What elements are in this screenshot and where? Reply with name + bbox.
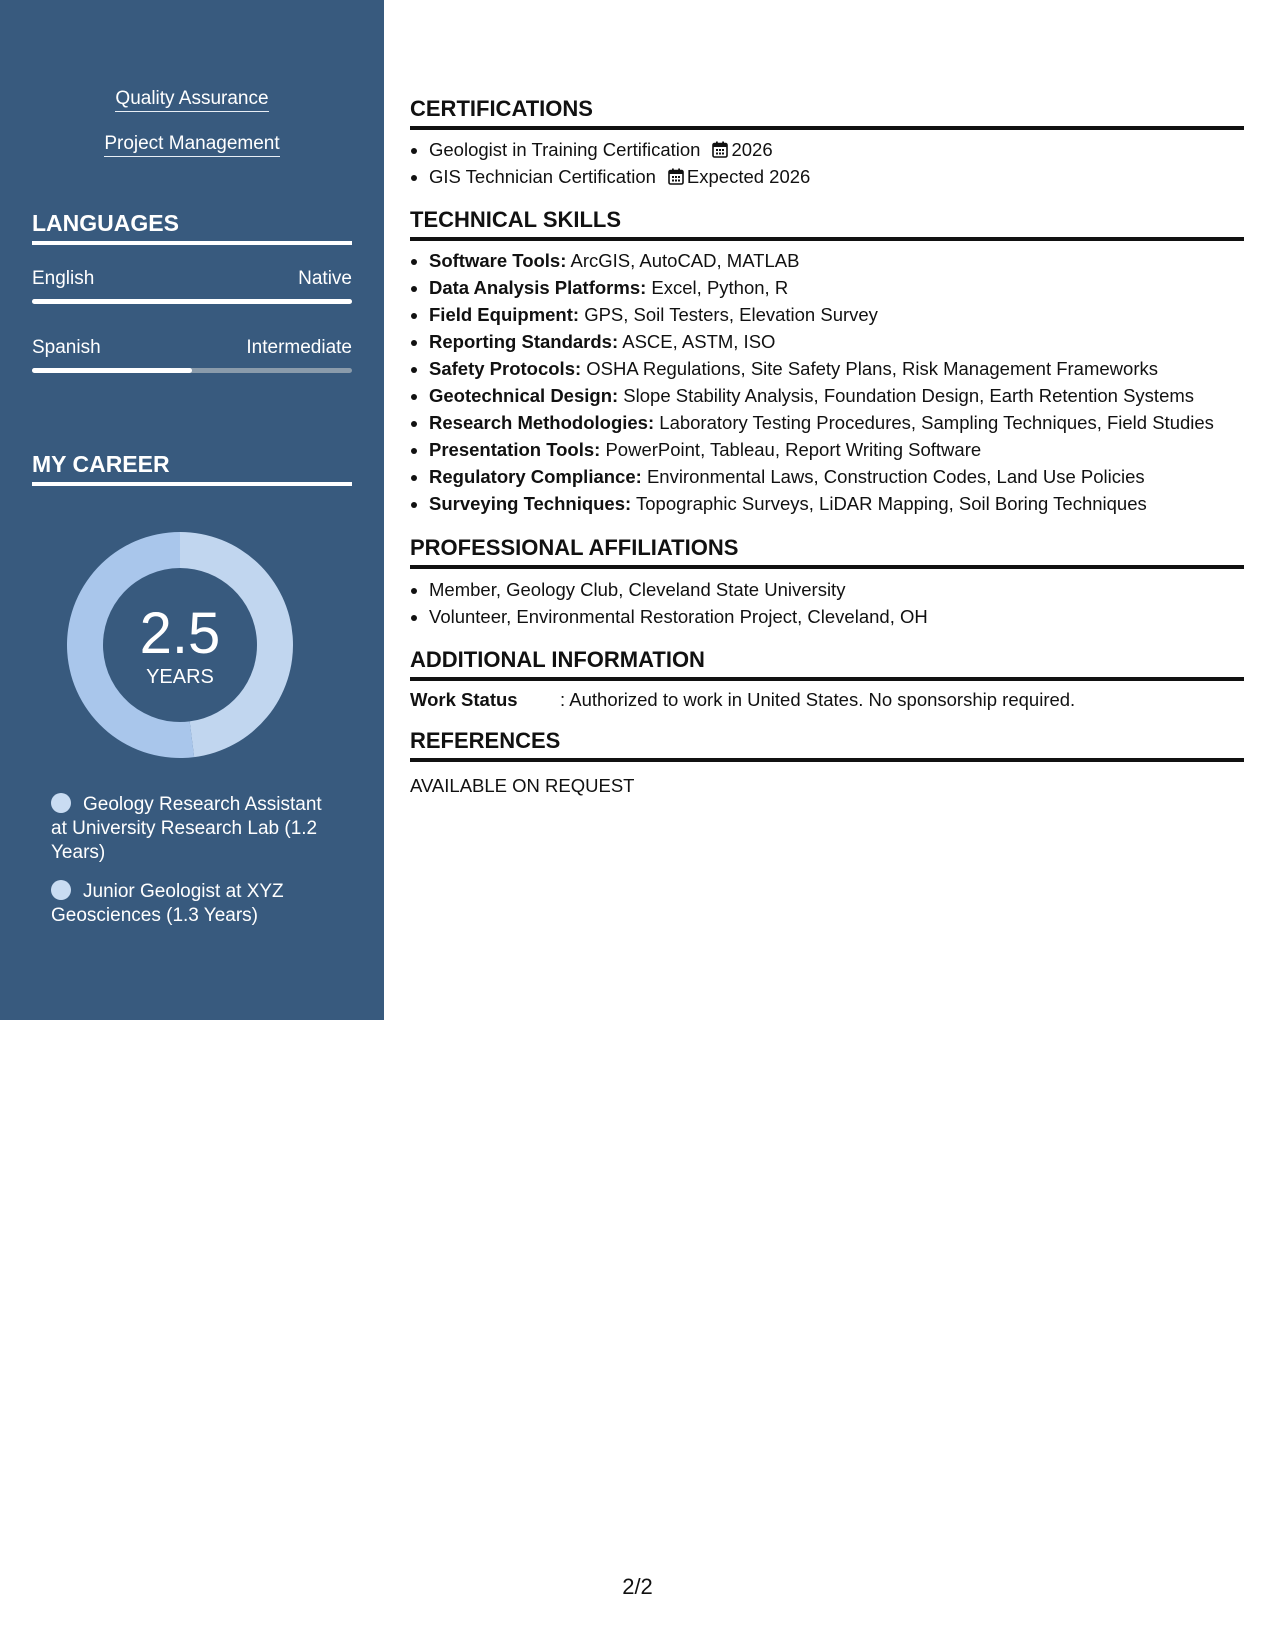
page-number: 2/2 xyxy=(622,1574,653,1599)
language-row-spanish xyxy=(32,337,352,359)
language-bar-fill xyxy=(32,299,352,304)
career-dot-icon xyxy=(51,793,71,813)
list-item: • Member, Geology Club, Cleveland State University xyxy=(429,576,1263,603)
additional-info-heading: ADDITIONAL INFORMATION xyxy=(410,647,1244,681)
languages-heading: LANGUAGES xyxy=(32,210,352,245)
list-item: • GIS Technician Certification Expected 2026 xyxy=(429,163,1263,190)
certifications-heading: CERTIFICATIONS xyxy=(410,96,1244,130)
list-item: • Geotechnical Design: Slope Stability Analysis, Foundation Design, Earth Retention Systems xyxy=(429,382,1263,409)
list-item: • Volunteer, Environmental Restoration Project, Cleveland, OH xyxy=(429,603,1263,630)
technical-skills-list xyxy=(410,247,1263,517)
language-row-english xyxy=(32,268,352,290)
sidebar xyxy=(0,0,384,1020)
skill-link-quality-assurance[interactable]: Quality Assurance xyxy=(0,88,384,110)
list-item: • Field Equipment: GPS, Soil Testers, Elevation Survey xyxy=(429,301,1263,328)
language-bar-fill xyxy=(32,368,192,373)
language-name: English xyxy=(32,268,95,289)
language-bar-spanish xyxy=(32,368,352,373)
career-heading: MY CAREER xyxy=(32,451,352,486)
affiliations-list xyxy=(410,576,1263,630)
career-item: Junior Geologist at XYZ Geosciences (1.3 Years) xyxy=(51,881,284,926)
list-item: • Regulatory Compliance: Environmental Laws, Construction Codes, Land Use Policies xyxy=(429,463,1263,490)
affiliations-heading: PROFESSIONAL AFFILIATIONS xyxy=(410,535,1244,569)
references-text: AVAILABLE ON REQUEST xyxy=(410,775,635,796)
career-dot-icon xyxy=(51,880,71,900)
list-item: • Data Analysis Platforms: Excel, Python, R xyxy=(429,274,1263,301)
list-item: • Reporting Standards: ASCE, ASTM, ISO xyxy=(429,328,1263,355)
work-status-value: : Authorized to work in United States. No sponsorship required. xyxy=(560,689,1076,710)
work-status-row xyxy=(410,689,1244,711)
list-item: • Surveying Techniques: Topographic Surveys, LiDAR Mapping, Soil Boring Techniques xyxy=(429,490,1263,517)
language-level: Native xyxy=(298,268,352,289)
list-item: • Software Tools: ArcGIS, AutoCAD, MATLAB xyxy=(429,247,1263,274)
career-total-years: 2.5 xyxy=(139,601,221,666)
calendar-icon xyxy=(668,168,684,185)
certifications-list xyxy=(410,136,1263,190)
list-item: • Research Methodologies: Laboratory Testing Procedures, Sampling Techniques, Field Studies xyxy=(429,409,1263,436)
skill-link-project-management[interactable]: Project Management xyxy=(0,133,384,155)
language-bar-english xyxy=(32,299,352,304)
language-level: Intermediate xyxy=(246,337,352,358)
list-item: • Safety Protocols: OSHA Regulations, Site Safety Plans, Risk Management Frameworks xyxy=(429,355,1263,382)
language-name: Spanish xyxy=(32,337,101,358)
technical-skills-heading: TECHNICAL SKILLS xyxy=(410,207,1244,241)
career-total-unit: YEARS xyxy=(146,666,214,688)
work-status-label: Work Status xyxy=(410,689,518,710)
references-heading: REFERENCES xyxy=(410,728,1244,762)
list-item: • Geologist in Training Certification 2026 xyxy=(429,136,1263,163)
calendar-icon xyxy=(712,141,728,158)
list-item: • Presentation Tools: PowerPoint, Tableau, Report Writing Software xyxy=(429,436,1263,463)
career-item: Geology Research Assistant at University Research Lab (1.2 Years) xyxy=(51,794,322,863)
